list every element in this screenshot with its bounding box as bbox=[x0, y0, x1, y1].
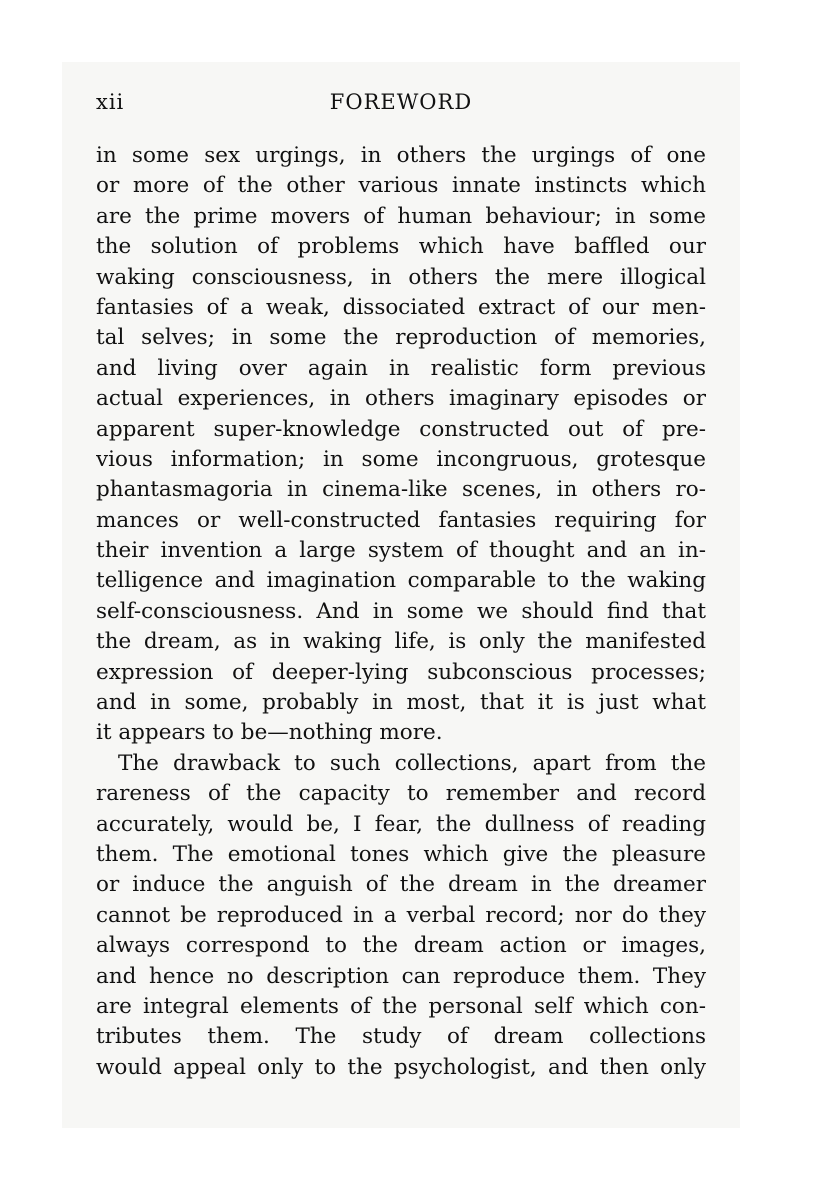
text-line: accurately, would be, I fear, the dullness of reading bbox=[96, 811, 706, 837]
text-line: actual experiences, in others imaginary episodes or bbox=[96, 386, 706, 412]
text-line: always correspond to the dream action or images, bbox=[96, 933, 706, 959]
text-line: fantasies of a weak, dissociated extract of our men- bbox=[96, 294, 706, 320]
text-line: them. The emotional tones which give the pleasure bbox=[96, 841, 706, 867]
text-line: expression of deeper-lying subconscious processes; bbox=[96, 659, 706, 685]
text-line: and hence no description can reproduce them. They bbox=[96, 963, 706, 989]
text-line: tributes them. The study of dream collections bbox=[96, 1024, 706, 1050]
text-line: phantasmagoria in cinema-like scenes, in others ro- bbox=[96, 477, 706, 503]
text-line: or induce the anguish of the dream in the dreamer bbox=[96, 872, 706, 898]
text-line: apparent super-knowledge constructed out of pre- bbox=[96, 416, 706, 442]
text-line: mances or well-constructed fantasies requiring for bbox=[96, 507, 706, 533]
text-line: tal selves; in some the reproduction of memories, bbox=[96, 325, 706, 351]
paragraph-first-line: The drawback to such collections, apart from the bbox=[118, 750, 706, 776]
page-number: xii bbox=[96, 90, 125, 114]
text-line: and living over again in realistic form previous bbox=[96, 355, 706, 381]
text-line: rareness of the capacity to remember and record bbox=[96, 781, 706, 807]
text-line: the solution of problems which have baffled our bbox=[96, 234, 706, 260]
text-line: would appeal only to the psychologist, and then only bbox=[96, 1054, 706, 1080]
running-head-title: FOREWORD bbox=[329, 90, 473, 114]
text-line: or more of the other various innate instincts which bbox=[96, 173, 706, 199]
page-header bbox=[96, 90, 706, 124]
text-line: self-consciousness. And in some we should find that bbox=[96, 598, 706, 624]
text-line: vious information; in some incongruous, grotesque bbox=[96, 446, 706, 472]
text-line: are the prime movers of human behaviour; in some bbox=[96, 203, 706, 229]
text-line: and in some, probably in most, that it is just what bbox=[96, 690, 706, 716]
text-line: cannot be reproduced in a verbal record; nor do they bbox=[96, 902, 706, 928]
text-line: the dream, as in waking life, is only the manifested bbox=[96, 629, 706, 655]
paragraph-last-line: it appears to be—nothing more. bbox=[96, 720, 443, 746]
text-line: are integral elements of the personal self which con- bbox=[96, 993, 706, 1019]
text-line: their invention a large system of thought and an in- bbox=[96, 538, 706, 564]
text-line: in some sex urgings, in others the urgings of one bbox=[96, 143, 706, 168]
text-line: waking consciousness, in others the mere illogical bbox=[96, 264, 706, 290]
text-line: telligence and imagination comparable to the waking bbox=[96, 568, 706, 594]
body-text bbox=[96, 141, 706, 1083]
